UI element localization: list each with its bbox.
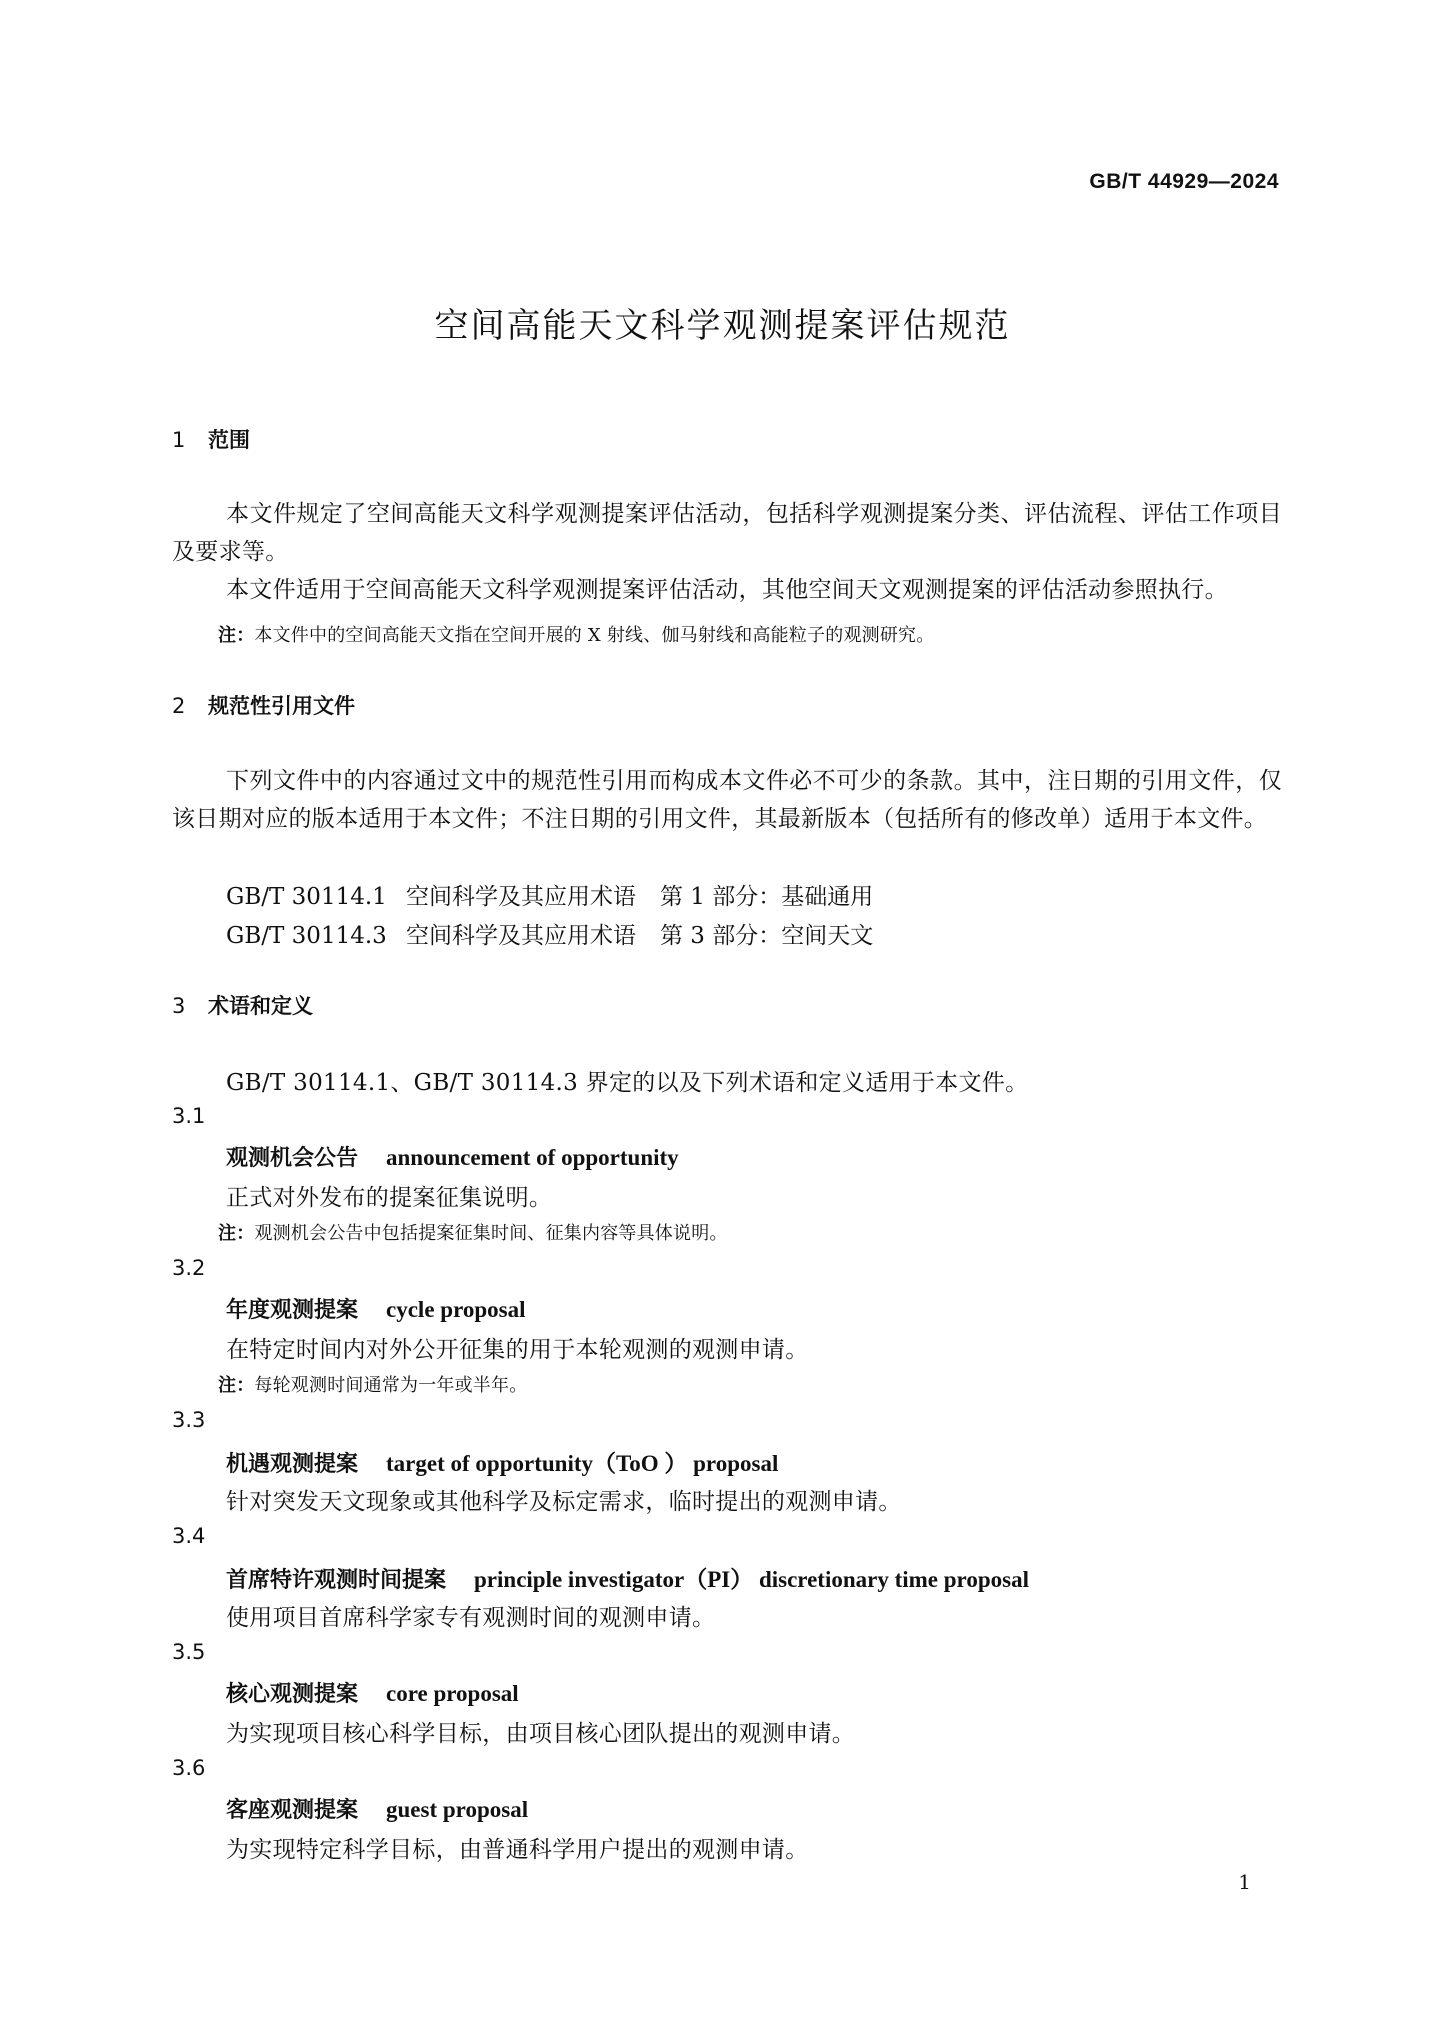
- term-heading: [226, 1141, 679, 1172]
- note-text: 本文件中的空间高能天文指在空间开展的 X 射线、伽马射线和高能粒子的观测研究。: [254, 625, 935, 646]
- term-definition: 为实现特定科学目标，由普通科学用户提出的观测申请。: [226, 1837, 809, 1863]
- section-title: 范围: [208, 428, 250, 452]
- reference-title: 空间科学及其应用术语: [406, 884, 636, 910]
- scope-body: [172, 495, 1282, 609]
- term-chinese: 观测机会公告: [226, 1146, 359, 1171]
- term-number: 3.5: [172, 1640, 206, 1664]
- term-english: guest proposal: [386, 1797, 529, 1822]
- section-2-heading: [172, 690, 355, 720]
- term-english: cycle proposal: [386, 1297, 526, 1322]
- note-text: 每轮观测时间通常为一年或半年。: [254, 1375, 528, 1396]
- term-note: [218, 1219, 728, 1245]
- scope-paragraph-2: 本文件适用于空间高能天文科学观测提案评估活动，其他空间天文观测提案的评估活动参照执行。: [226, 577, 1228, 603]
- reference-code: GB/T 30114.1: [226, 884, 387, 910]
- scope-paragraph-1: 本文件规定了空间高能天文科学观测提案评估活动，包括科学观测提案分类、评估流程、评估工作项目及要求等。: [172, 501, 1282, 565]
- reference-code: GB/T 30114.3: [226, 923, 387, 949]
- section-number: 1: [172, 428, 186, 452]
- term-heading: [226, 1793, 528, 1824]
- note-text: 观测机会公告中包括提案征集时间、征集内容等具体说明。: [254, 1223, 728, 1244]
- term-chinese: 客座观测提案: [226, 1798, 359, 1823]
- term-number: 3.4: [172, 1524, 206, 1548]
- section-number: 2: [172, 694, 186, 718]
- term-chinese: 年度观测提案: [226, 1298, 359, 1323]
- section-3-heading: [172, 990, 313, 1020]
- term-number: 3.1: [172, 1104, 206, 1128]
- note-label: 注：: [218, 625, 255, 646]
- term-definition: 在特定时间内对外公开征集的用于本轮观测的观测申请。: [226, 1337, 809, 1363]
- normative-paragraph: 下列文件中的内容通过文中的规范性引用而构成本文件必不可少的条款。其中，注日期的引用文件，仅该日期对应的版本适用于本文件；不注日期的引用文件，其最新版本（包括所有的修改单）适用于本文件。: [172, 768, 1282, 832]
- page-number: 1: [1238, 1870, 1251, 1894]
- term-chinese: 核心观测提案: [226, 1682, 359, 1707]
- document-title: 空间高能天文科学观测提案评估规范: [434, 306, 1011, 346]
- reference-item: [226, 917, 873, 950]
- term-heading: [226, 1445, 778, 1478]
- section-number: 3: [172, 994, 186, 1018]
- term-number: 3.3: [172, 1408, 206, 1432]
- term-chinese: 首席特许观测时间提案: [226, 1568, 447, 1593]
- terms-intro: GB/T 30114.1、GB/T 30114.3 界定的以及下列术语和定义适用于本文件。: [226, 1070, 1029, 1096]
- note-label: 注：: [218, 1223, 255, 1244]
- term-english: principle investigator（PI） discretionary time proposal: [474, 1567, 1029, 1592]
- term-heading: [226, 1561, 1029, 1594]
- term-number: 3.2: [172, 1256, 206, 1280]
- term-definition: 为实现项目核心科学目标，由项目核心团队提出的观测申请。: [226, 1721, 856, 1747]
- scope-note: [218, 621, 934, 647]
- term-chinese: 机遇观测提案: [226, 1452, 359, 1477]
- term-heading: [226, 1677, 519, 1708]
- note-label: 注：: [218, 1375, 255, 1396]
- reference-title: 空间科学及其应用术语: [406, 923, 636, 949]
- term-heading: [226, 1293, 526, 1324]
- normative-body: [172, 762, 1282, 838]
- term-english: announcement of opportunity: [386, 1145, 679, 1170]
- reference-part: 第 3 部分：空间天文: [660, 923, 874, 949]
- term-definition: 使用项目首席科学家专有观测时间的观测申请。: [226, 1605, 716, 1631]
- standard-number: GB/T 44929—2024: [1089, 170, 1279, 193]
- term-number: 3.6: [172, 1756, 206, 1780]
- term-definition: 正式对外发布的提案征集说明。: [226, 1185, 553, 1211]
- term-english: core proposal: [386, 1681, 519, 1706]
- section-title: 规范性引用文件: [208, 694, 355, 718]
- reference-item: [226, 878, 873, 911]
- term-english: target of opportunity（ToO ） proposal: [386, 1451, 779, 1476]
- term-definition: 针对突发天文现象或其他科学及标定需求，临时提出的观测申请。: [226, 1489, 902, 1515]
- section-title: 术语和定义: [208, 994, 313, 1018]
- term-note: [218, 1371, 527, 1397]
- reference-part: 第 1 部分：基础通用: [660, 884, 874, 910]
- section-1-heading: [172, 424, 250, 454]
